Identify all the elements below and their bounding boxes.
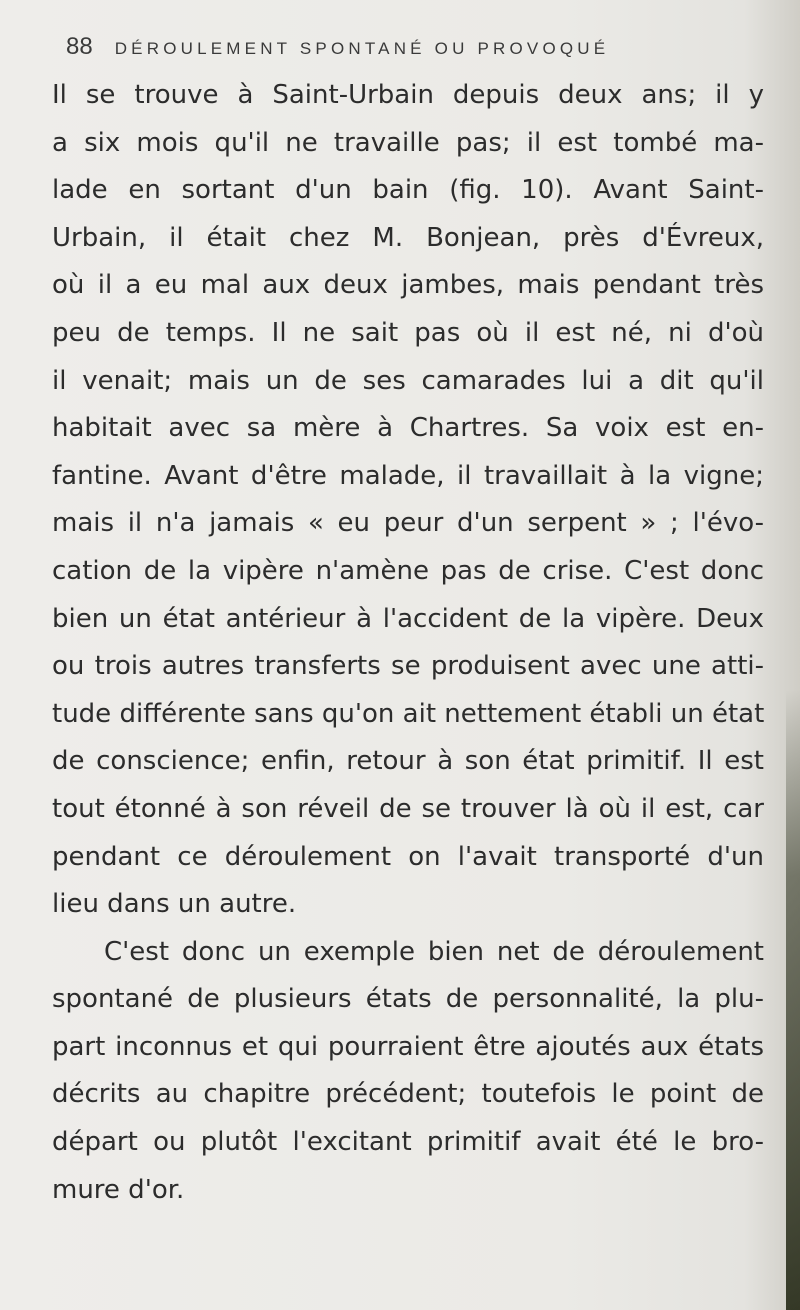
paragraph [52,72,764,929]
text-line: mure d'or. [52,1174,185,1205]
text-line: il venait; mais un de ses camarades lui a dit qu'il [52,365,764,396]
text-line: lieu dans un autre. [52,889,297,920]
page-number: 88 [66,33,93,60]
text-line: a six mois qu'il ne travaille pas; il est tombé ma- [52,127,764,158]
text-line: habitait avec sa mère à Chartres. Sa voix est en- [52,413,764,444]
text-line: décrits au chapitre précédent; toutefois le point de [52,1079,764,1110]
text-line: part inconnus et qui pourraient être ajoutés aux états [52,1031,764,1062]
text-line: C'est donc un exemple bien net de déroulement [104,936,764,967]
text-line: fantine. Avant d'être malade, il travaillait à la vigne; [52,460,764,491]
text-line: tout étonné à son réveil de se trouver là où il est, car [52,793,764,824]
text-line: mais il n'a jamais « eu peur d'un serpent » ; l'évo- [52,508,764,539]
text-line: peu de temps. Il ne sait pas où il est né, ni d'où [52,317,764,348]
running-title: DÉROULEMENT SPONTANÉ OU PROVOQUÉ [114,39,610,58]
text-line: tude différente sans qu'on ait nettement établi un état [52,698,765,729]
running-header [66,33,609,61]
text-line: départ ou plutôt l'excitant primitif avait été le bro- [52,1127,764,1158]
text-line: Il se trouve à Saint-Urbain depuis deux ans; il y [52,80,764,110]
paragraph [52,929,764,1215]
text-line: de conscience; enfin, retour à son état primitif. Il est [52,746,764,777]
text-line: ou trois autres transferts se produisent avec une atti- [52,651,764,682]
text-line: Urbain, il était chez M. Bonjean, près d'Évreux, [52,222,764,253]
text-line: pendant ce déroulement on l'avait transporté d'un [52,841,764,872]
text-line: cation de la vipère n'amène pas de crise. C'est donc [52,555,764,586]
body-text [52,72,764,1214]
text-line: spontané de plusieurs états de personnalité, la plu- [52,984,764,1015]
text-line: bien un état antérieur à l'accident de la vipère. Deux [52,603,764,634]
text-line: où il a eu mal aux deux jambes, mais pendant très [52,270,764,301]
page-edge-shadow [786,690,800,1310]
text-line: lade en sortant d'un bain (fig. 10). Avant Saint- [52,175,764,206]
